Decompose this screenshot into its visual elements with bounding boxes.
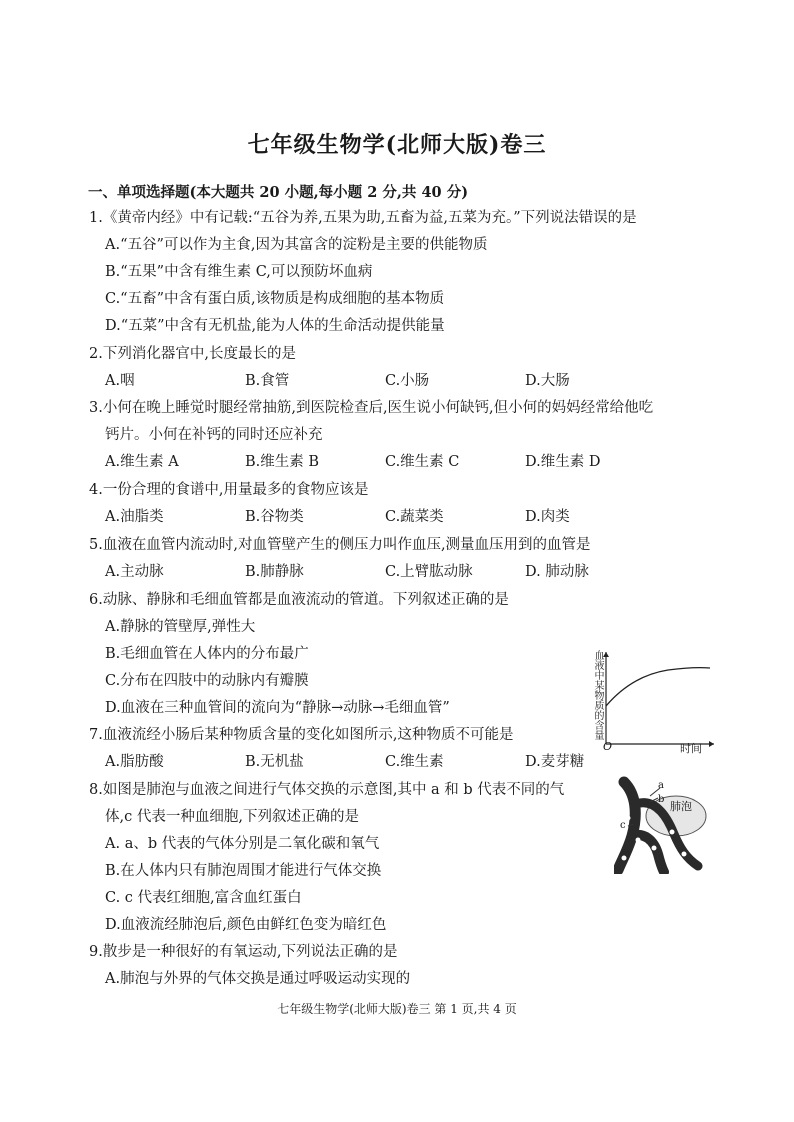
question-3-option-c: C.维生素 C (385, 454, 460, 470)
question-5-option-d: D. 肺动脉 (525, 564, 589, 580)
question-8-stem-line-1: 8.如图是肺泡与血液之间进行气体交换的示意图,其中 a 和 b 代表不同的气 (89, 782, 565, 798)
question-7-option-c: C.维生素 (385, 754, 444, 770)
question-6-option-a: A.静脉的管壁厚,弹性大 (105, 619, 256, 635)
blood-cell (636, 838, 641, 843)
label-a: a (658, 780, 664, 791)
section-heading: 一、单项选择题(本大题共 20 小题,每小题 2 分,共 40 分) (88, 184, 469, 201)
graph-y-arrow (603, 652, 609, 657)
question-7-stem: 7.血液流经小肠后某种物质含量的变化如图所示,这种物质不可能是 (89, 727, 514, 743)
question-1-option-a: A.“五谷”可以作为主食,因为其富含的淀粉是主要的供能物质 (105, 237, 488, 253)
label-c: c (620, 820, 626, 831)
question-3-option-d: D.维生素 D (525, 454, 601, 470)
question-2-stem: 2.下列消化器官中,长度最长的是 (89, 346, 296, 362)
question-8-option-a: A. a、b 代表的气体分别是二氧化碳和氧气 (105, 836, 380, 852)
graph-y-axis-label: 血液中某物质的含量 (592, 650, 603, 740)
question-2-option-b: B.食管 (245, 373, 290, 389)
graph-origin-label: O (603, 740, 613, 753)
question-8-stem-line-2: 体,c 代表一种血细胞,下列叙述正确的是 (105, 809, 359, 825)
question-6-stem: 6.动脉、静脉和毛细血管都是血液流动的管道。下列叙述正确的是 (89, 592, 509, 608)
question-4-option-c: C.蔬菜类 (385, 509, 444, 525)
question-1-option-d: D.“五菜”中含有无机盐,能为人体的生命活动提供能量 (105, 318, 445, 334)
question-4-option-d: D.肉类 (525, 509, 570, 525)
question-3-option-b: B.维生素 B (245, 454, 320, 470)
question-3-stem-line-1: 3.小何在晚上睡觉时腿经常抽筋,到医院检查后,医生说小何缺钙,但小何的妈妈经常给他吃 (89, 400, 654, 416)
question-6-option-b: B.毛细血管在人体内的分布最广 (105, 646, 309, 662)
question-3-option-a: A.维生素 A (105, 454, 179, 470)
question-3-stem-line-2: 钙片。小何在补钙的同时还应补充 (105, 427, 323, 443)
question-7-option-b: B.无机盐 (245, 754, 304, 770)
question-7-option-d: D.麦芽糖 (525, 754, 585, 770)
blood-cell (626, 816, 631, 821)
blood-cell (652, 846, 657, 851)
blood-cell (622, 856, 627, 861)
question-4-option-b: B.谷物类 (245, 509, 304, 525)
question-9-stem: 9.散步是一种很好的有氧运动,下列说法正确的是 (89, 944, 398, 960)
graph-x-axis-label: 时间 (680, 742, 702, 755)
page-footer: 七年级生物学(北师大版)卷三 第 1 页,共 4 页 (277, 1002, 517, 1016)
label-b: b (658, 794, 665, 805)
blood-cell (670, 830, 675, 835)
question-8-option-c: C. c 代表红细胞,富含血红蛋白 (105, 890, 302, 906)
graph-x-arrow (709, 741, 714, 747)
question-2-option-d: D.大肠 (525, 373, 570, 389)
graph-curve (606, 668, 710, 706)
question-5-option-a: A.主动脉 (105, 564, 164, 580)
label-alveolus: 肺泡 (670, 800, 692, 813)
alveolus-gas-exchange-figure (614, 774, 714, 874)
question-9-option-a: A.肺泡与外界的气体交换是通过呼吸运动实现的 (105, 971, 411, 987)
question-4-stem: 4.一份合理的食谱中,用量最多的食物应该是 (89, 482, 369, 498)
question-8-option-d: D.血液流经肺泡后,颜色由鲜红色变为暗红色 (105, 917, 387, 933)
exam-title: 七年级生物学(北师大版)卷三 (247, 132, 547, 158)
question-1-option-b: B.“五果”中含有维生素 C,可以预防坏血病 (105, 264, 373, 280)
question-4-option-a: A.油脂类 (105, 509, 164, 525)
question-2-option-a: A.咽 (105, 373, 135, 389)
question-2-option-c: C.小肠 (385, 373, 430, 389)
question-6-option-c: C.分布在四肢中的动脉内有瓣膜 (105, 673, 309, 689)
substance-content-graph (588, 648, 718, 758)
question-8-option-b: B.在人体内只有肺泡周围才能进行气体交换 (105, 863, 382, 879)
question-6-option-d: D.血液在三种血管间的流向为“静脉→动脉→毛细血管” (105, 700, 450, 716)
question-5-option-b: B.肺静脉 (245, 564, 304, 580)
question-7-option-a: A.脂肪酸 (105, 754, 164, 770)
question-5-stem: 5.血液在血管内流动时,对血管壁产生的侧压力叫作血压,测量血压用到的血管是 (89, 537, 591, 553)
question-5-option-c: C.上臂肱动脉 (385, 564, 473, 580)
blood-cell (682, 852, 687, 857)
question-1-option-c: C.“五畜”中含有蛋白质,该物质是构成细胞的基本物质 (105, 291, 445, 307)
question-1-stem: 1.《黄帝内经》中有记载:“五谷为养,五果为助,五畜为益,五菜为充。”下列说法错误的是 (89, 210, 637, 226)
alveolus-diagram (614, 774, 714, 874)
